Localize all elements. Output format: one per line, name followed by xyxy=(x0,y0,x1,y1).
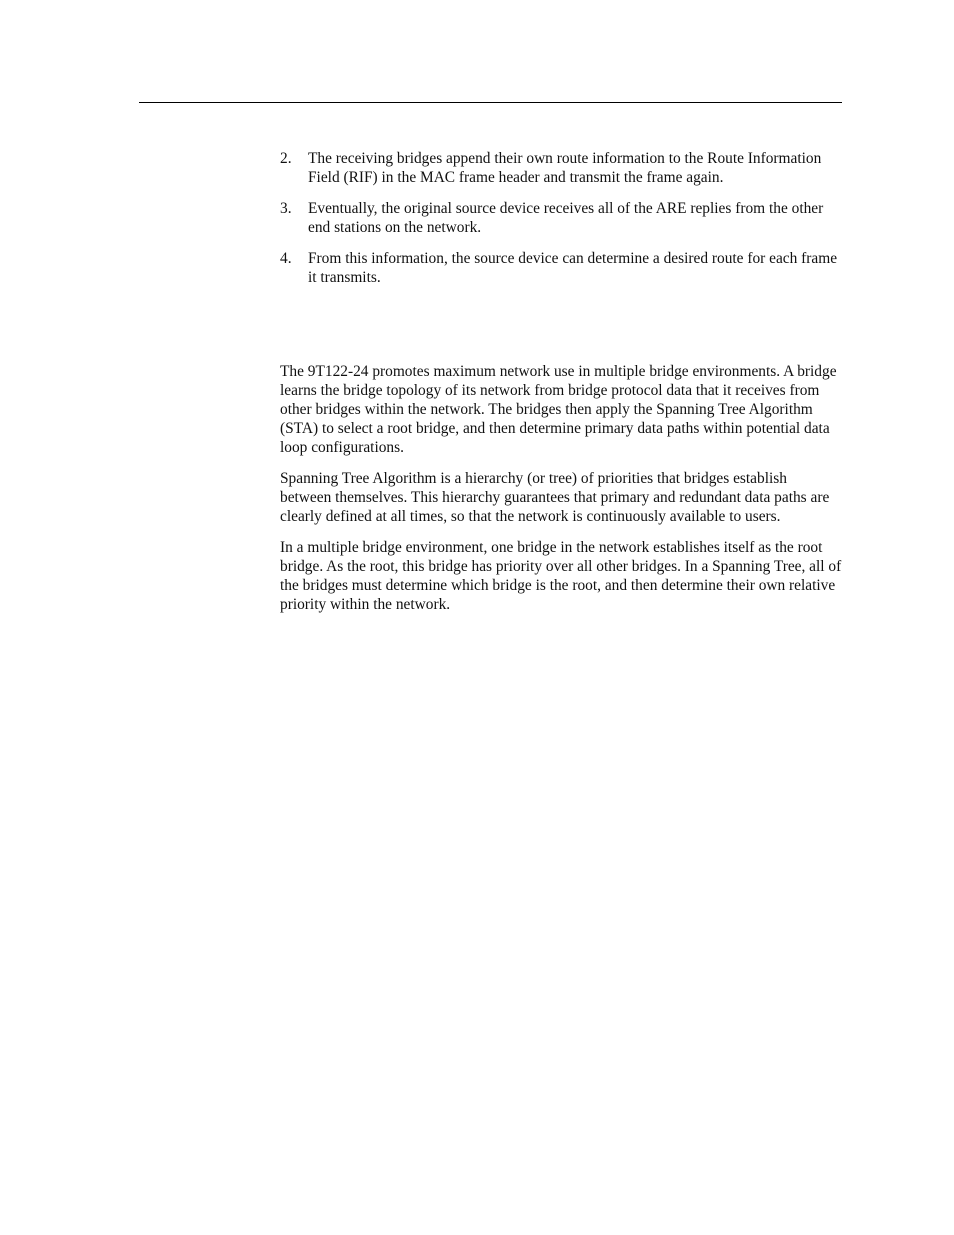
paragraph-bridge-topology: The 9T122-24 promotes maximum network use in multiple bridge environments. A bridge learns the bridge topology of its network from bridge protocol data that it receives from other bridges within the network. The bridges then apply the Spanning Tree Algorithm (STA) to select a root bridge, and then determine primary data paths within potential data loop configurations. xyxy=(280,363,837,456)
step-number: 3. xyxy=(280,200,292,217)
step-text: Eventually, the original source device receives all of the ARE replies from the other end stations on the network. xyxy=(308,200,824,236)
step-text: From this information, the source device can determine a desired route for each frame it transmits. xyxy=(308,250,838,286)
list-item-step-4 xyxy=(280,249,842,287)
header-rule xyxy=(139,102,842,103)
paragraph-spanning-tree-hierarchy: Spanning Tree Algorithm is a hierarchy (or tree) of priorities that bridges establish between themselves. This hierarchy guarantees that primary and redundant data paths are clearly defined at all times, so that the network is continuously available to users. xyxy=(280,470,830,525)
step-number: 2. xyxy=(280,150,292,167)
step-number: 4. xyxy=(280,250,292,267)
list-item-step-3 xyxy=(280,199,842,237)
numbered-steps-list xyxy=(280,149,842,287)
step-text: The receiving bridges append their own route information to the Route Information Field (RIF) in the MAC frame header and transmit the frame again. xyxy=(308,150,822,186)
page-content xyxy=(280,149,842,626)
paragraph-root-bridge: In a multiple bridge environment, one bridge in the network establishes itself as the root bridge. As the root, this bridge has priority over all other bridges. In a Spanning Tree, all of the bridges must determine which bridge is the root, and then determine their own relative priority within the network. xyxy=(280,539,842,613)
list-item-step-2 xyxy=(280,149,842,187)
body-paragraphs xyxy=(280,362,842,614)
